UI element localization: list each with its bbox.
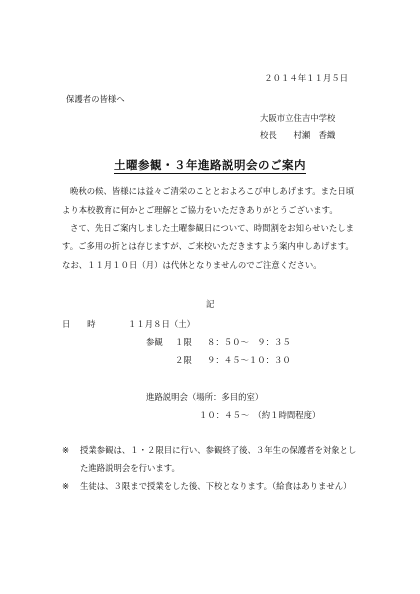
- body-paragraph-1-line-1: 晩秋の候、皆様には益々ご清栄のこととおよろこび申しあげます。また日頃: [70, 186, 355, 196]
- body-paragraph-2-line-1: さて、先日ご案内しました土曜参観日について、時間割をお知らせいたしま: [70, 223, 354, 233]
- note-1-line-1: 授業参観は、１・２限目に行い、参観終了後、３年生の保護者を対象とし: [80, 445, 357, 455]
- note-2-text: 生徒は、３限まで授業をした後、下校となります。（給食はありません）: [80, 481, 352, 491]
- note-1-mark: ※: [62, 445, 70, 455]
- document-date: ２０１４年１１月５日: [264, 73, 348, 83]
- body-paragraph-1-line-2: より本校教育に何かとご理解とご協力をいただきありがとうございます。: [62, 205, 338, 215]
- ki-heading: 記: [206, 299, 215, 309]
- sender-school: 大阪市立住吉中学校: [260, 113, 336, 123]
- period-1-label: １限: [175, 337, 192, 347]
- body-paragraph-2-line-3: なお、１１月１０日（月）は代休となりませんのでご注意ください。: [62, 260, 322, 270]
- period-1-time: ８：５０～ ９：３５: [207, 337, 291, 347]
- date-label: 日 時: [62, 319, 96, 329]
- document-title-text: 土曜参観・３年進路説明会のご案内: [114, 158, 306, 172]
- recipient-line: 保護者の皆様へ: [66, 94, 125, 104]
- note-1-line-2: た進路説明会を行います。: [80, 463, 180, 473]
- period-2-label: ２限: [175, 355, 192, 365]
- sender-principal: 校長 村瀬 香織: [260, 130, 336, 140]
- document-title: [0, 157, 420, 173]
- period-2-time: ９：４５～１０：３０: [207, 355, 291, 365]
- note-2-mark: ※: [62, 481, 70, 491]
- sankan-label: 参観: [146, 337, 163, 347]
- shinro-label: 進路説明会（場所：多目的室）: [146, 392, 264, 402]
- date-value: １１月８日（土）: [128, 319, 195, 329]
- body-paragraph-2-line-2: す。ご多用の折とは存じますが、ご来校いただきますよう案内申しあげます。: [62, 241, 354, 251]
- shinro-time: １０：４５～ （約１時間程度）: [199, 410, 321, 420]
